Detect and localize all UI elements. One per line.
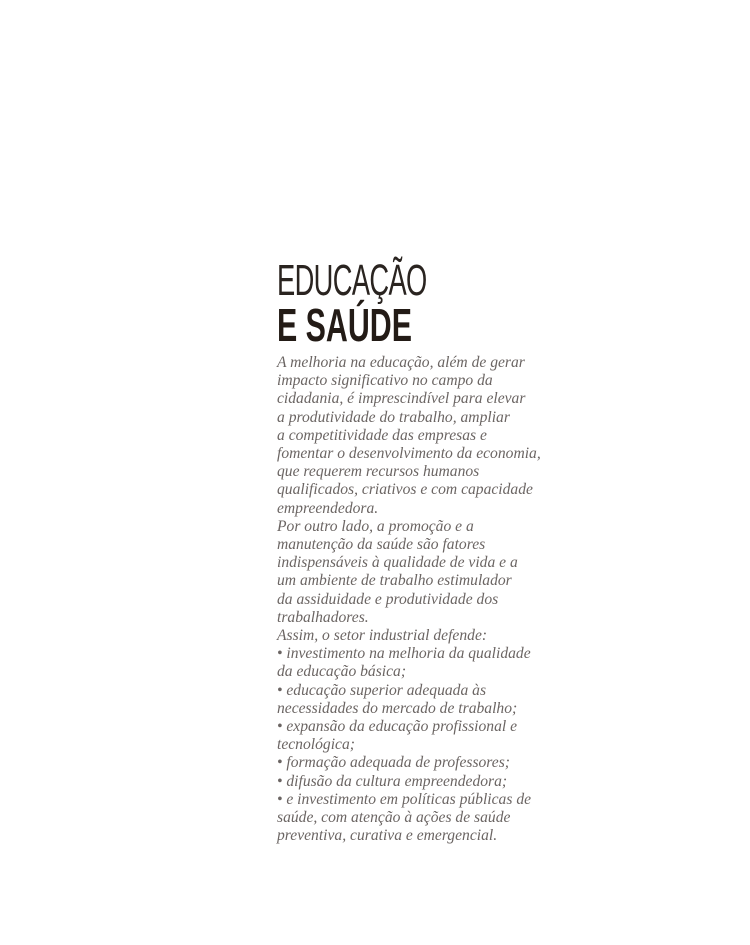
text-line: A melhoria na educação, além de gerar	[277, 354, 525, 371]
text-line: que requerem recursos humanos	[277, 463, 480, 481]
text-line: Assim, o setor industrial defende:	[277, 627, 488, 645]
paragraph-industry-defends	[277, 627, 577, 845]
text-line: necessidades do mercado de trabalho;	[277, 699, 518, 717]
text-line: a produtividade do trabalho, ampliar	[277, 408, 510, 426]
text-line: impacto significativo no campo da	[277, 372, 493, 390]
text-line: fomentar o desenvolvimento da economia,	[277, 445, 541, 463]
text-line: um ambiente de trabalho estimulador	[277, 572, 512, 590]
title-line-2: E SAÚDE	[277, 299, 412, 351]
text-line: cidadania, é imprescindível para elevar	[277, 390, 526, 408]
list-item: • difusão da cultura empreendedora;	[277, 772, 508, 790]
text-line: da educação básica;	[277, 663, 407, 681]
body-text	[277, 354, 577, 845]
text-line: Por outro lado, a promoção e a	[277, 517, 474, 535]
text-line: a competitividade das empresas e	[277, 426, 487, 444]
text-line: saúde, com atenção à ações de saúde	[277, 809, 511, 827]
text-line: preventiva, curativa e emergencial.	[277, 827, 498, 845]
paragraph-education	[277, 354, 577, 518]
list-item: • investimento na melhoria da qualidade	[277, 645, 531, 663]
paragraph-health	[277, 518, 577, 627]
list-item: • expansão da educação profissional e	[277, 718, 518, 736]
text-line: manutenção da saúde são fatores	[277, 536, 486, 554]
list-item: • e investimento em políticas públicas de	[277, 790, 532, 808]
text-line: da assiduidade e produtividade dos	[277, 590, 499, 608]
text-line: trabalhadores.	[277, 608, 369, 626]
text-line: qualificados, criativos e com capacidade	[277, 481, 533, 499]
text-line: indispensáveis à qualidade de vida e a	[277, 554, 518, 572]
article	[277, 258, 577, 845]
list-item: • formação adequada de professores;	[277, 754, 510, 772]
title-line-1: EDUCAÇÃO	[277, 256, 427, 305]
text-line: empreendedora.	[277, 499, 379, 517]
text-line: tecnológica;	[277, 736, 355, 754]
list-item: • educação superior adequada às	[277, 681, 487, 699]
